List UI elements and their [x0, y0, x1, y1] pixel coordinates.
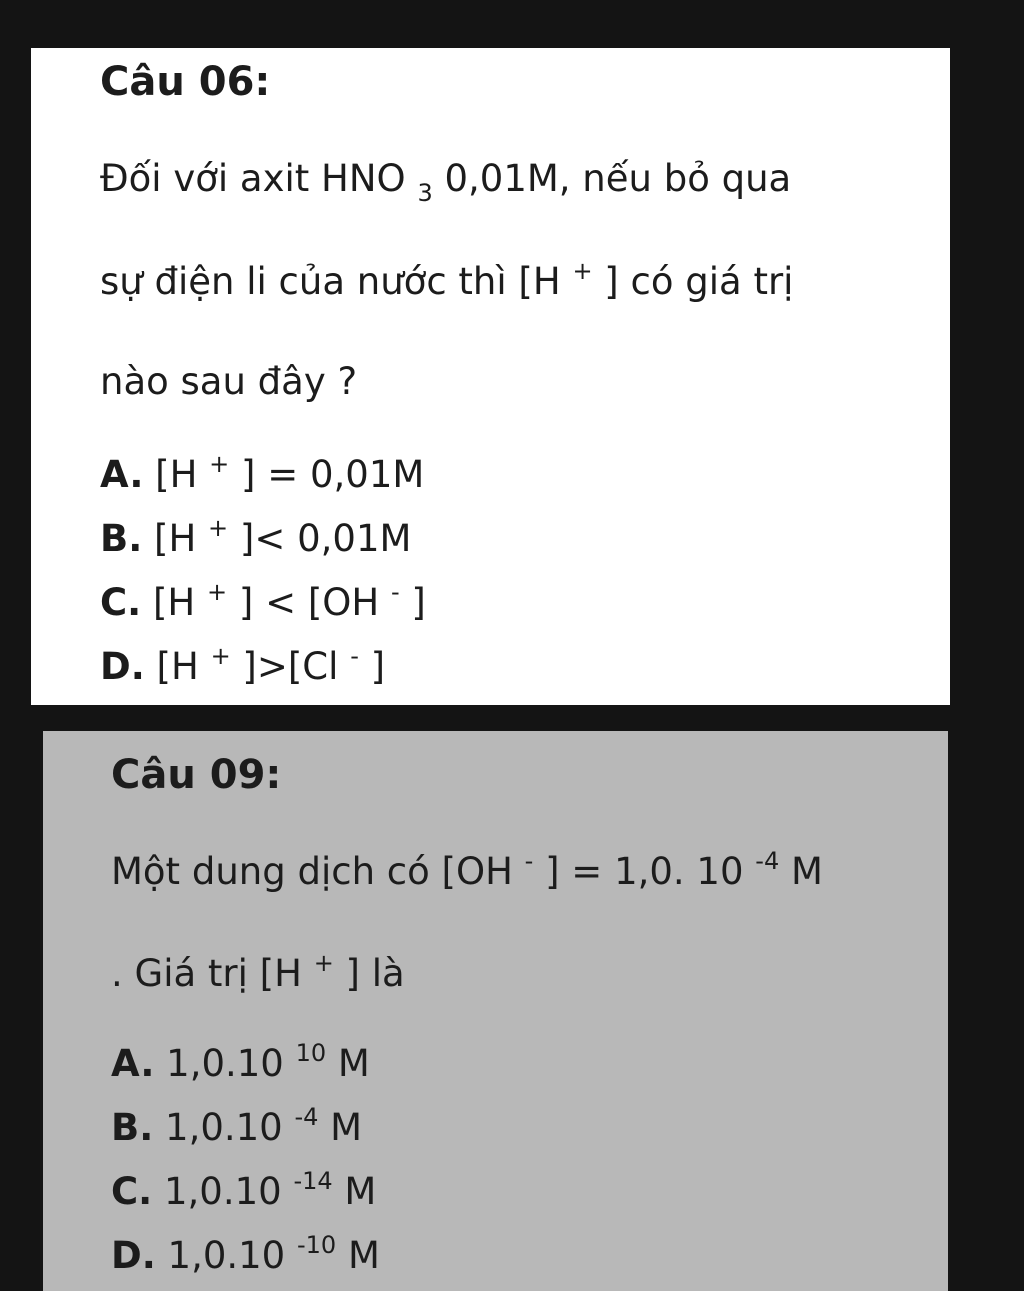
option-text: [H [141, 581, 207, 624]
q9-line1-superscript-1: - [524, 847, 534, 875]
option-text: 1,0.10 [154, 1042, 296, 1085]
option-text-mid: ] < [OH [227, 581, 391, 624]
q6-line2-part-b: ] có giá trị [592, 260, 794, 303]
option-text-end: ]< 0,01M [228, 517, 412, 560]
q9-line1-part-b: ] = 1,0. 10 [533, 850, 756, 893]
option-label: D. [111, 1234, 156, 1277]
question-06-option-b[interactable] [100, 516, 411, 562]
option-text-end: M [332, 1170, 377, 1213]
question-09-option-c[interactable] [111, 1169, 376, 1215]
option-label: A. [111, 1042, 155, 1085]
option-label: C. [100, 581, 142, 624]
option-superscript: + [207, 578, 228, 606]
q9-line2-part-a: . Giá trị [H [111, 952, 314, 995]
q9-line1-part-c: M [779, 850, 823, 893]
option-text-mid: ]>[Cl [230, 645, 351, 688]
question-06-option-c[interactable] [100, 580, 426, 626]
question-06-card [31, 48, 950, 705]
option-text: [H [142, 517, 209, 560]
option-superscript: 10 [295, 1039, 327, 1067]
option-superscript: -14 [293, 1167, 333, 1195]
q6-line1-part-a: Đối với axit HNO [100, 157, 418, 200]
question-09-title: Câu 09: [111, 752, 282, 798]
option-text-end: ] [399, 581, 426, 624]
option-text-end: ] = 0,01M [229, 453, 425, 496]
option-superscript: -4 [294, 1103, 319, 1131]
option-label: C. [111, 1170, 153, 1213]
option-superscript: + [210, 642, 231, 670]
option-label: B. [100, 517, 143, 560]
option-text: [H [144, 645, 211, 688]
question-09-text-line-2 [111, 951, 405, 997]
option-text: 1,0.10 [155, 1234, 297, 1277]
question-06-option-d[interactable] [100, 644, 385, 690]
question-09-card [43, 731, 948, 1291]
option-label: D. [100, 645, 145, 688]
option-text: 1,0.10 [153, 1106, 295, 1149]
question-06-text-line-2 [100, 259, 793, 305]
option-text: 1,0.10 [152, 1170, 294, 1213]
question-09-option-b[interactable] [111, 1105, 362, 1151]
option-label: B. [111, 1106, 154, 1149]
question-06-title: Câu 06: [100, 59, 271, 105]
q6-line1-part-b: 0,01M, nếu bỏ qua [432, 157, 792, 200]
question-09-text-line-1 [111, 849, 823, 895]
option-label: A. [100, 453, 144, 496]
question-09-option-a[interactable] [111, 1041, 370, 1087]
option-superscript: + [209, 450, 230, 478]
option-text-end: M [326, 1042, 370, 1085]
q6-line1-subscript: 3 [417, 179, 433, 207]
q9-line2-superscript: + [313, 949, 334, 977]
option-text-end: M [318, 1106, 363, 1149]
option-superscript-2: - [390, 578, 400, 606]
option-text-end: ] [358, 645, 386, 688]
q9-line1-superscript-2: -4 [755, 847, 780, 875]
option-text-end: M [336, 1234, 380, 1277]
question-06-option-a[interactable] [100, 452, 424, 498]
q9-line2-part-b: ] là [333, 952, 405, 995]
option-superscript: + [208, 514, 229, 542]
option-superscript-2: - [350, 642, 359, 670]
q6-line2-part-a: sự điện li của nước thì [H [100, 260, 573, 303]
question-09-option-d[interactable] [111, 1233, 380, 1279]
q9-line1-part-a: Một dung dịch có [OH [111, 850, 525, 893]
question-06-text-line-3: nào sau đây ? [100, 360, 358, 403]
q6-line2-superscript: + [572, 257, 593, 285]
question-06-text-line-1 [100, 156, 792, 207]
option-text: [H [143, 453, 210, 496]
option-superscript: -10 [297, 1231, 337, 1259]
